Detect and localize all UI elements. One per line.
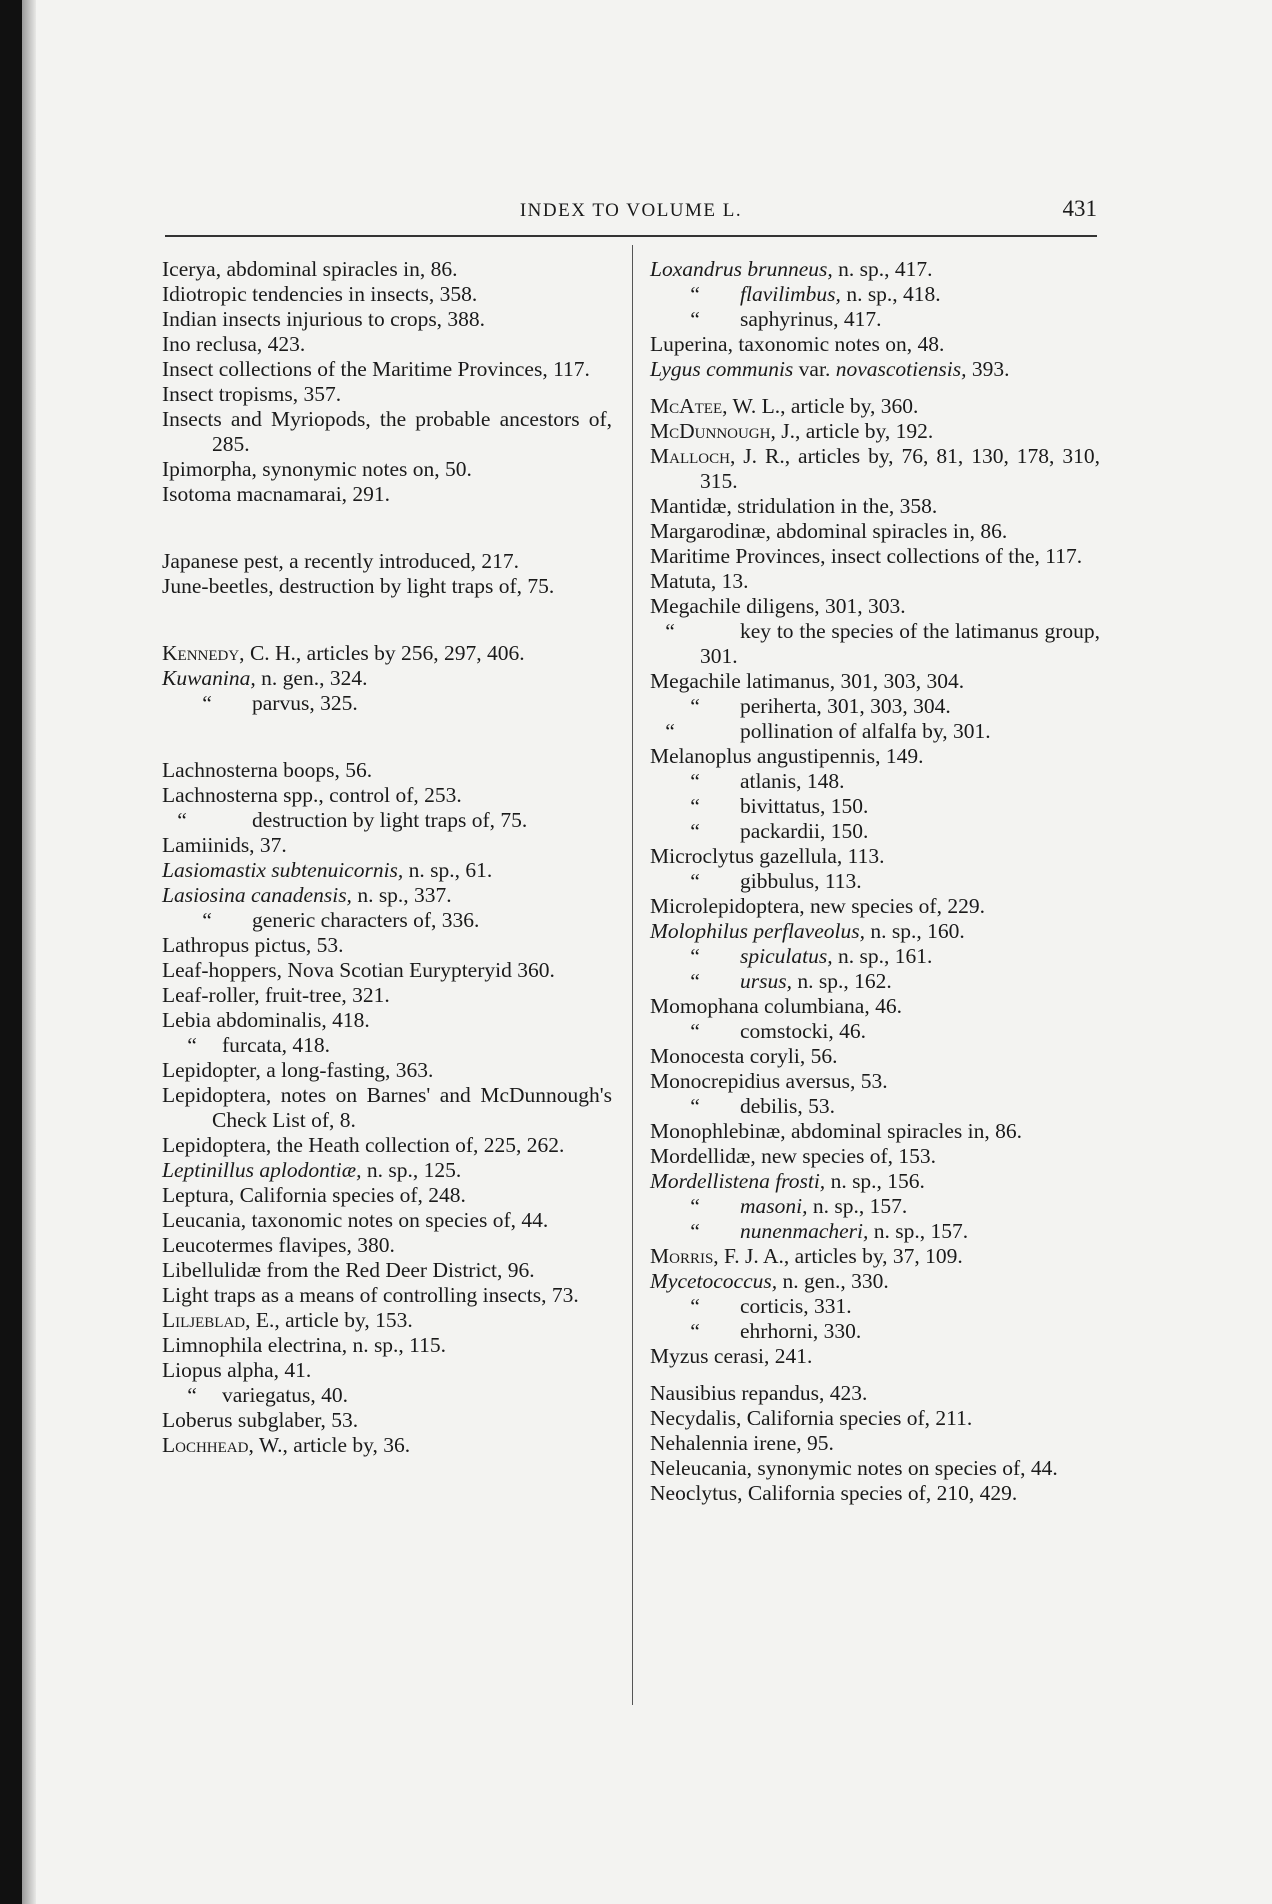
index-entry: Necydalis, California species of, 211. xyxy=(650,1406,973,1430)
index-entry: Liljeblad, E., article by, 153. xyxy=(162,1308,413,1332)
index-entry: Lebia abdominalis, 418. xyxy=(162,1008,370,1032)
index-entry: Luperina, taxonomic notes on, 48. xyxy=(650,332,945,356)
index-entry: Matuta, 13. xyxy=(650,569,749,593)
index-entry: Kuwanina, n. gen., 324. xyxy=(162,666,368,690)
index-entry: Lygus communis var. novascotiensis, 393. xyxy=(650,357,1010,381)
index-entry: McAtee, W. L., article by, 360. xyxy=(650,394,919,418)
index-entry: Leptura, California species of, 248. xyxy=(162,1183,466,1207)
index-subentry: “ saphyrinus, 417. xyxy=(690,307,882,331)
index-entry: Kennedy, C. H., articles by 256, 297, 406. xyxy=(162,641,525,665)
index-subentry: “ periherta, 301, 303, 304. xyxy=(690,694,951,718)
index-entry: Liopus alpha, 41. xyxy=(162,1358,312,1382)
index-entry: Loxandrus brunneus, n. sp., 417. xyxy=(650,257,933,281)
left-column xyxy=(162,257,612,1458)
index-subentry: “ atlanis, 148. xyxy=(690,769,845,793)
index-entry: Limnophila electrina, n. sp., 115. xyxy=(162,1333,447,1357)
index-subentry: “ key to the species of the latimanus group, 301. xyxy=(665,619,1100,668)
index-entry: Malloch, J. R., articles by, 76, 81, 130, 178, 310, 315. xyxy=(650,444,1100,493)
index-subentry: “ variegatus, 40. xyxy=(187,1383,348,1407)
index-entry: Lasiosina canadensis, n. sp., 337. xyxy=(162,883,452,907)
running-title: INDEX TO VOLUME L. xyxy=(519,200,743,221)
index-entry: Libellulidæ from the Red Deer District, 96. xyxy=(162,1258,535,1282)
index-subentry: “ packardii, 150. xyxy=(690,819,869,843)
index-entry: Leucania, taxonomic notes on species of, 44. xyxy=(162,1208,549,1232)
page-header xyxy=(165,196,1097,230)
index-entry: Myzus cerasi, 241. xyxy=(650,1344,813,1368)
index-entry: Morris, F. J. A., articles by, 37, 109. xyxy=(650,1244,963,1268)
index-entry: Icerya, abdominal spiracles in, 86. xyxy=(162,257,458,281)
index-entry: Nehalennia irene, 95. xyxy=(650,1431,834,1455)
book-binding-edge xyxy=(0,0,22,1904)
index-entry: Idiotropic tendencies in insects, 358. xyxy=(162,282,478,306)
index-subentry: “ comstocki, 46. xyxy=(690,1019,866,1043)
index-entry: Lachnosterna boops, 56. xyxy=(162,758,373,782)
index-entry: Leaf-roller, fruit-tree, 321. xyxy=(162,983,390,1007)
index-subentry: “ furcata, 418. xyxy=(187,1033,331,1057)
index-entry: Loberus subglaber, 53. xyxy=(162,1408,359,1432)
index-entry: Lochhead, W., article by, 36. xyxy=(162,1433,411,1457)
index-entry: Lepidoptera, the Heath collection of, 225, 262. xyxy=(162,1133,565,1157)
index-entry: Microclytus gazellula, 113. xyxy=(650,844,885,868)
index-subentry: “ generic characters of, 336. xyxy=(202,908,480,932)
index-entry: Nausibius repandus, 423. xyxy=(650,1381,868,1405)
letter-section-gap xyxy=(162,599,612,641)
index-subentry: “ flavilimbus, n. sp., 418. xyxy=(690,282,941,306)
binding-shadow xyxy=(22,0,36,1904)
index-entry: Molophilus perflaveolus, n. sp., 160. xyxy=(650,919,965,943)
index-entry: Melanoplus angustipennis, 149. xyxy=(650,744,924,768)
right-column xyxy=(650,257,1100,1506)
index-entry: Mordellistena frosti, n. sp., 156. xyxy=(650,1169,925,1193)
index-entry: Margarodinæ, abdominal spiracles in, 86. xyxy=(650,519,1008,543)
index-entry: Indian insects injurious to crops, 388. xyxy=(162,307,486,331)
index-entry: Light traps as a means of controlling insects, 73. xyxy=(162,1283,579,1307)
index-entry: Monocrepidius aversus, 53. xyxy=(650,1069,888,1093)
index-entry: Lachnosterna spp., control of, 253. xyxy=(162,783,462,807)
index-subentry: “ gibbulus, 113. xyxy=(690,869,862,893)
index-entry: Leptinillus aplodontiæ, n. sp., 125. xyxy=(162,1158,462,1182)
index-entry: Japanese pest, a recently introduced, 217. xyxy=(162,549,520,573)
page-number: 431 xyxy=(1062,196,1097,221)
index-subentry: “ spiculatus, n. sp., 161. xyxy=(690,944,933,968)
index-entry: McDunnough, J., article by, 192. xyxy=(650,419,934,443)
index-entry: Megachile diligens, 301, 303. xyxy=(650,594,906,618)
index-entry: Lathropus pictus, 53. xyxy=(162,933,344,957)
index-subentry: “ ursus, n. sp., 162. xyxy=(690,969,892,993)
index-entry: Isotoma macnamarai, 291. xyxy=(162,482,391,506)
index-subentry: “ nunenmacheri, n. sp., 157. xyxy=(690,1219,969,1243)
index-entry: Microlepidoptera, new species of, 229. xyxy=(650,894,985,918)
index-subentry: “ bivittatus, 150. xyxy=(690,794,869,818)
index-entry: Monocesta coryli, 56. xyxy=(650,1044,838,1068)
index-entry: June-beetles, destruction by light traps of, 75. xyxy=(162,574,555,598)
index-entry: Lamiinids, 37. xyxy=(162,833,287,857)
column-divider xyxy=(632,245,633,1705)
index-entry: Insect tropisms, 357. xyxy=(162,382,342,406)
index-subentry: “ pollination of alfalfa by, 301. xyxy=(665,719,991,743)
index-subentry: “ masoni, n. sp., 157. xyxy=(690,1194,908,1218)
letter-section-gap xyxy=(162,716,612,758)
index-entry: Mantidæ, stridulation in the, 358. xyxy=(650,494,938,518)
letter-section-gap xyxy=(650,382,1100,394)
index-subentry: “ corticis, 331. xyxy=(690,1294,852,1318)
letter-section-gap xyxy=(162,507,612,549)
index-subentry: “ parvus, 325. xyxy=(202,691,358,715)
index-subentry: “ debilis, 53. xyxy=(690,1094,835,1118)
letter-section-gap xyxy=(650,1369,1100,1381)
index-entry: Mycetococcus, n. gen., 330. xyxy=(650,1269,889,1293)
index-subentry: “ destruction by light traps of, 75. xyxy=(177,808,528,832)
index-subentry: “ ehrhorni, 330. xyxy=(690,1319,862,1343)
index-entry: Lepidopter, a long-fasting, 363. xyxy=(162,1058,434,1082)
index-entry: Lepidoptera, notes on Barnes' and McDunnough's Check List of, 8. xyxy=(162,1083,612,1132)
index-entry: Insect collections of the Maritime Provinces, 117. xyxy=(162,357,590,381)
index-entry: Neleucania, synonymic notes on species of, 44. xyxy=(650,1456,1058,1480)
index-entry: Ipimorpha, synonymic notes on, 50. xyxy=(162,457,472,481)
header-rule xyxy=(165,235,1097,237)
index-entry: Momophana columbiana, 46. xyxy=(650,994,902,1018)
index-entry: Leucotermes flavipes, 380. xyxy=(162,1233,395,1257)
index-entry: Leaf-hoppers, Nova Scotian Eurypteryid 360. xyxy=(162,958,555,982)
index-entry: Mordellidæ, new species of, 153. xyxy=(650,1144,937,1168)
index-entry: Ino reclusa, 423. xyxy=(162,332,306,356)
index-entry: Lasiomastix subtenuicornis, n. sp., 61. xyxy=(162,858,493,882)
index-entry: Maritime Provinces, insect collections of the, 117. xyxy=(650,544,1083,568)
index-entry: Neoclytus, California species of, 210, 429. xyxy=(650,1481,1018,1505)
index-entry: Megachile latimanus, 301, 303, 304. xyxy=(650,669,965,693)
index-entry: Insects and Myriopods, the probable ancestors of, 285. xyxy=(162,407,612,456)
index-entry: Monophlebinæ, abdominal spiracles in, 86. xyxy=(650,1119,1023,1143)
